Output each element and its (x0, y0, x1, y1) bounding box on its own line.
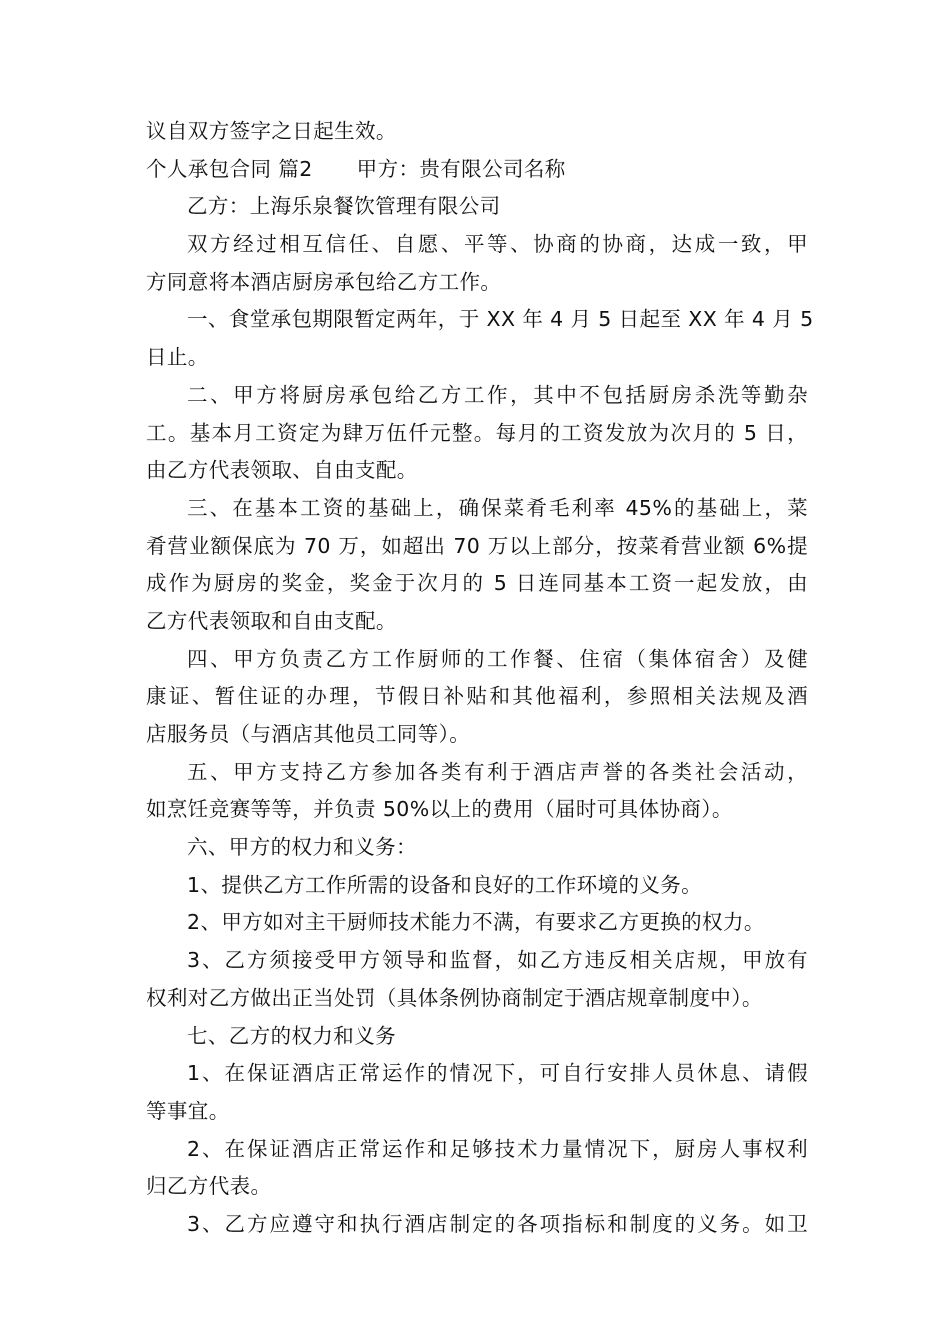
party-b: 乙方：上海乐泉餐饮管理有限公司 (187, 194, 501, 219)
text-line: 三、在基本工资的基础上，确保菜肴毛利率 45%的基础上，菜 (187, 495, 808, 520)
contract-body (146, 113, 814, 1244)
contract-heading: 个人承包合同 篇2 (146, 156, 313, 181)
text-line: 权利对乙方做出正当处罚（具体条例协商制定于酒店规章制度中）。 (146, 985, 763, 1010)
text-line: 店服务员（与酒店其他员工同等）。 (146, 722, 471, 746)
text-line: 3、乙方须接受甲方领导和监督，如乙方违反相关店规，甲放有 (187, 948, 808, 973)
text-line: 四、甲方负责乙方工作厨师的工作餐、住宿（集体宿舍）及健 (187, 646, 808, 671)
party-a: 甲方：贵有限公司名称 (356, 156, 566, 181)
text-line: 五、甲方支持乙方参加各类有利于酒店声誉的各类社会活动， (187, 759, 808, 784)
text-line: 2、在保证酒店正常运作和足够技术力量情况下，厨房人事权利 (187, 1136, 808, 1161)
text-line: 议自双方签字之日起生效。 (146, 119, 397, 143)
text-line: 成作为厨房的奖金，奖金于次月的 5 日连同基本工资一起发放，由 (146, 571, 808, 596)
text-line: 乙方代表领取和自由支配。 (146, 608, 397, 633)
heading-line (146, 151, 808, 189)
text-line: 由乙方代表领取、自由支配。 (146, 458, 418, 483)
text-line: 1、提供乙方工作所需的设备和良好的工作环境的义务。 (187, 872, 703, 897)
text-line: 工。基本月工资定为肆万伍仟元整。每月的工资发放为次月的 5 日， (146, 420, 808, 445)
text-line: 如烹饪竞赛等等，并负责 50%以上的费用（届时可具体协商）。 (146, 797, 733, 822)
text-line: 归乙方代表。 (146, 1174, 272, 1199)
text-line: 日止。 (146, 345, 209, 370)
section-heading: 六、甲方的权力和义务： (187, 835, 417, 860)
text-line: 二、甲方将厨房承包给乙方工作，其中不包括厨房杀洗等勤杂 (187, 382, 808, 407)
text-line: 肴营业额保底为 70 万，如超出 70 万以上部分，按菜肴营业额 6%提 (146, 533, 808, 558)
text-line: 3、乙方应遵守和执行酒店制定的各项指标和制度的义务。如卫 (187, 1211, 808, 1236)
text-line: 1、在保证酒店正常运作的情况下，可自行安排人员休息、请假 (187, 1061, 808, 1086)
text-line: 一、食堂承包期限暂定两年，于 XX 年 4 月 5 日起至 XX 年 4 月 5 (187, 307, 814, 332)
section-heading: 七、乙方的权力和义务 (187, 1023, 396, 1048)
text-line: 康证、暂住证的办理，节假日补贴和其他福利，参照相关法规及酒 (146, 684, 808, 709)
text-line: 方同意将本酒店厨房承包给乙方工作。 (146, 269, 502, 294)
text-line: 等事宜。 (146, 1098, 230, 1123)
text-line: 双方经过相互信任、自愿、平等、协商的协商，达成一致，甲 (187, 232, 808, 257)
text-line: 2、甲方如对主干厨师技术能力不满，有要求乙方更换的权力。 (187, 910, 765, 935)
